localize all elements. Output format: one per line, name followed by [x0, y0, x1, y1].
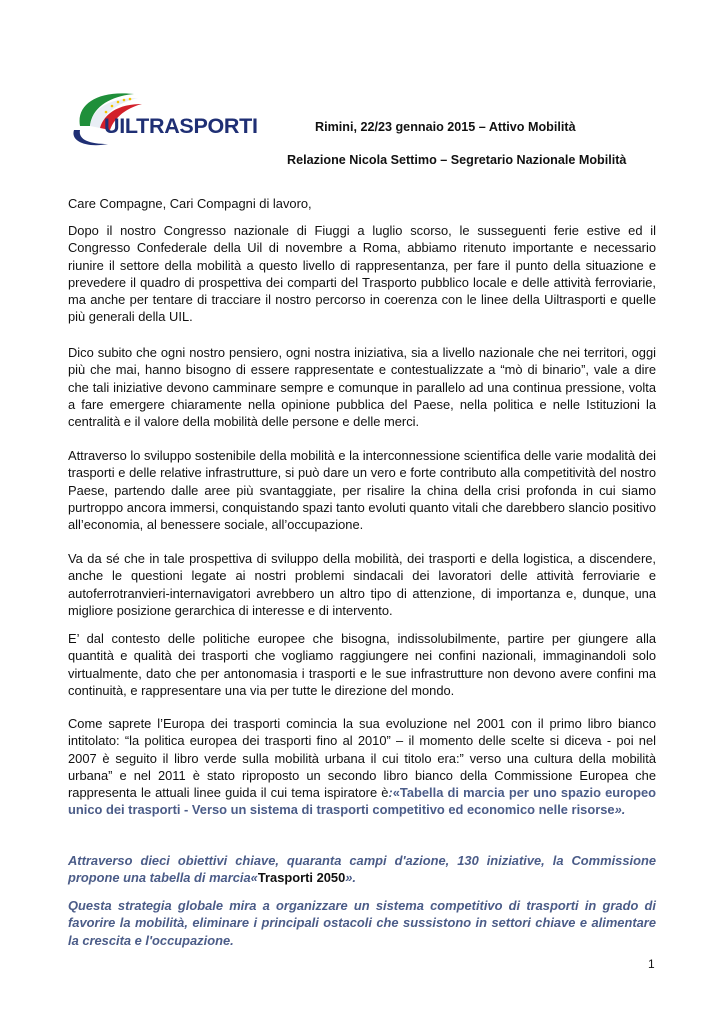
header-date-title: Rimini, 22/23 gennaio 2015 – Attivo Mobilità — [315, 120, 576, 134]
paragraph-8-text: Questa strategia globale mira a organizzare un sistema competitivo di trasporti in grado di favorire la mobilità, eliminare i principali ostacoli che sussistono in settori chiave e alimentare la crescita e l'occupazione. — [68, 898, 656, 948]
page-number: 1 — [648, 957, 655, 971]
paragraph-7-bold: Trasporti 2050 — [257, 870, 346, 886]
paragraph-6 — [68, 715, 656, 819]
paragraph-7-text — [68, 852, 656, 887]
paragraph-5 — [68, 630, 656, 699]
paragraph-6-close: ». — [614, 802, 626, 818]
paragraph-4-text: Va da sé che in tale prospettiva di sviluppo della mobilità, dei trasporti e della logistica, a discendere, anche le questioni legate ai nostri problemi sindacali dei lavoratori delle attività ferroviarie e autoferrotranvieri-internavigatori avrebbero un altro tipo di attenzione, di importanza e, dunque, una migliore posizione gerarchica di interesse e di intervento. — [68, 551, 656, 618]
logo-text: UILTRASPORTI — [104, 114, 258, 138]
paragraph-1-text: Dopo il nostro Congresso nazionale di Fiuggi a luglio scorso, le susseguenti ferie estive ed il Congresso Confederale della Uil di novembre a Roma, abbiamo ritenuto importante e necessario riunire il settore della mobilità a questo livello di rappresentanza, per fare il punto della situazione e prevedere il quadro di prospettiva dei comparti del Trasporto pubblico locale e delle attività ferroviarie, ma anche per tentare di tracciare il nostro percorso in coerenza con le linee della Uiltrasporti e quelle più generali della UIL. — [68, 223, 656, 325]
paragraph-7 — [68, 852, 656, 887]
header-report-title: Relazione Nicola Settimo – Segretario Nazionale Mobilità — [287, 153, 627, 167]
paragraph-1 — [68, 222, 656, 326]
paragraph-6-colon: : — [388, 785, 393, 801]
paragraph-6-plain: Come saprete l’Europa dei trasporti comincia la sua evoluzione nel 2001 con il primo libro bianco intitolato: “la politica europea dei trasporti fino al 2010” – il momento delle scelte si diceva - poi nel 2007 è seguito il libro verde sulla mobilità urbana il cui titolo era:” verso una cultura della mobilità urbana” e nel 2011 è stato riproposto un secondo libro bianco della Commissione Europea che rappresenta le attuali linee guida il cui tema ispiratore è — [68, 716, 656, 801]
paragraph-3 — [68, 447, 656, 533]
paragraph-2-text: Dico subito che ogni nostro pensiero, ogni nostra iniziativa, sia a livello nazionale che nei territori, oggi più che mai, hanno bisogno di essere rappresentate e contestualizzate a “mò di binario”, vale a dire che tali iniziative devono camminare sempre e comunque in parallelo ad una continua pressione, volta a fare emergere chiaramente nella opinione pubblica del Paese, nella politica e nelle Istituzioni la centralità e il valore della mobilità delle persone e delle merci. — [68, 345, 656, 430]
paragraph-5-text: E’ dal contesto delle politiche europee che bisogna, indissolubilmente, partire per giungere alla quantità e qualità dei trasporti che vogliamo raggiungere nei confini nazionali, immaginandoli solo virtualmente, dato che per antonomasia i trasporti e le sue infrastrutture non devono avere confini ma continuità, e rappresentare una via per tutte le direzione del mondo. — [68, 631, 656, 698]
paragraph-7-end: ». — [345, 870, 357, 886]
paragraph-4 — [68, 550, 656, 619]
salutation: Care Compagne, Cari Compagni di lavoro, — [68, 196, 312, 211]
paragraph-6-highlight: «Tabella di marcia per uno spazio europeo unico dei trasporti - Verso un sistema di trasporti competitivo ed economico nelle risorse — [68, 785, 656, 818]
paragraph-2 — [68, 344, 656, 430]
paragraph-7-italic: Attraverso dieci obiettivi chiave, quaranta campi d'azione, 130 iniziative, la Commissione propone una tabella di marcia« — [68, 853, 656, 886]
uiltrasporti-logo — [68, 86, 256, 148]
paragraph-3-text: Attraverso lo sviluppo sostenibile della mobilità e la interconnessione scientifica delle varie modalità dei trasporti e delle relative infrastrutture, si può dare un vero e forte contributo alla competitività del nostro Paese, partendo dalle aree più svantaggiate, per risalire la china della crisi profonda in cui siamo purtroppo ancora immersi, conquistando spazi tanto evoluti quanto vitali che darebbero slancio positivo all’economia, al benessere sociale, all’occupazione. — [68, 448, 656, 533]
paragraph-6-text — [68, 715, 656, 819]
paragraph-8 — [68, 897, 656, 949]
